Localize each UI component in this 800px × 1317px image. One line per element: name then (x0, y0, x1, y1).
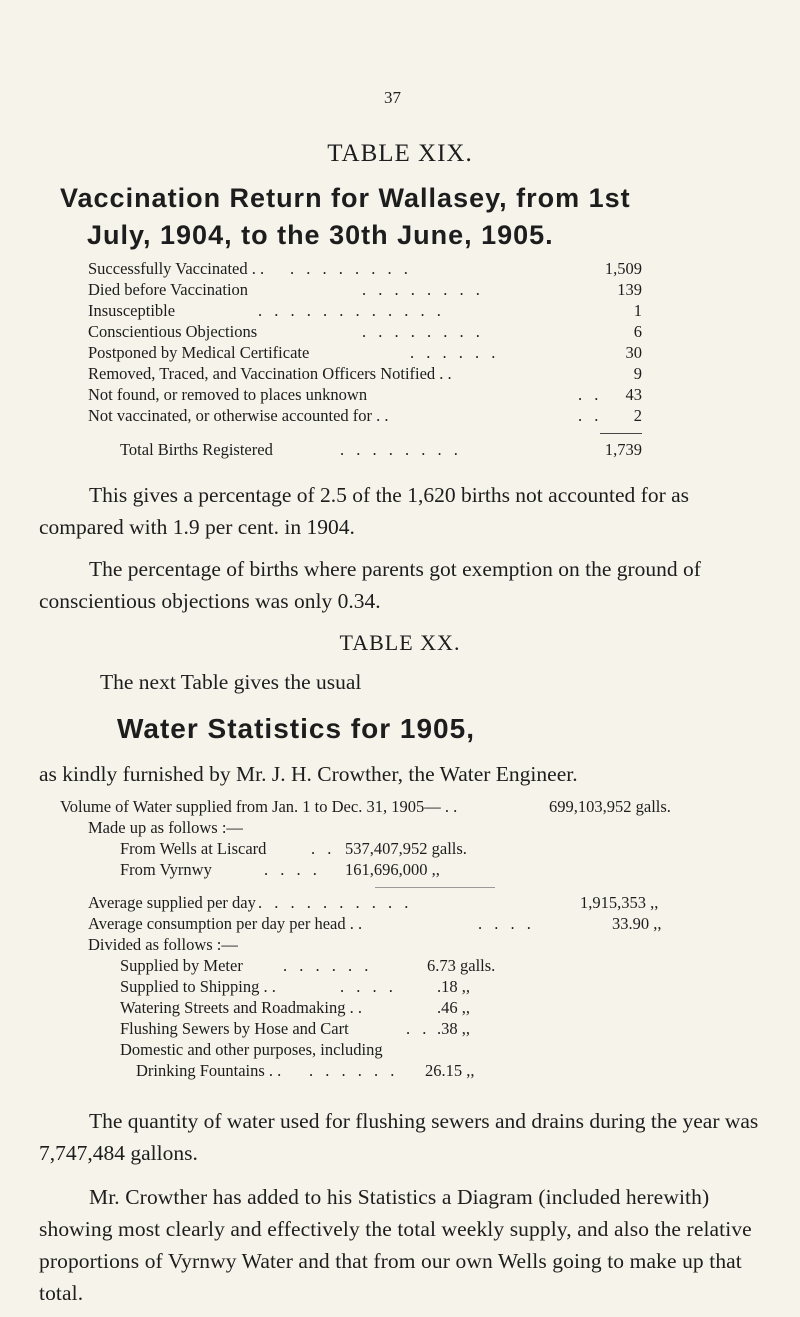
avg-consumption-value: 33.90 ,, (612, 914, 662, 933)
vaccination-heading-line1: Vaccination Return for Wallasey, from 1st (60, 183, 631, 213)
leader-dots: . . . . . . (309, 1061, 399, 1080)
table-xx-title: TABLE XX. (339, 630, 461, 655)
vaccination-row-value: 9 (633, 364, 642, 383)
use-label: Watering Streets and Roadmaking . . (120, 998, 362, 1017)
paragraph-flushing: The quantity of water used for flushing sewers and drains during the year was 7,747,484 gallons. (39, 1109, 759, 1165)
use-label: Flushing Sewers by Hose and Cart (120, 1019, 349, 1038)
avg-supplied-value: 1,915,353 ,, (580, 893, 659, 912)
vaccination-row-label: Conscientious Objections (88, 322, 258, 341)
table-xix-title: TABLE XIX. (327, 140, 473, 167)
avg-consumption-label: Average consumption per day per head . . (88, 914, 363, 933)
vaccination-row-value: 6 (633, 322, 642, 341)
vaccination-row-value: 139 (617, 280, 642, 299)
volume-label: Volume of Water supplied from Jan. 1 to Dec. 31, 1905— . . (60, 797, 458, 816)
leader-dots: . . . . . . (410, 343, 500, 362)
leader-dots: . . . . . . . . (362, 280, 484, 299)
use-value: .46 ,, (437, 998, 470, 1017)
paragraph-exemption: The percentage of births where parents got exemption on the ground of conscientious objections was only 0.34. (39, 557, 701, 613)
leader-dots: . . (578, 406, 603, 425)
source-value: 161,696,000 ,, (345, 860, 440, 879)
page-number: 37 (384, 88, 401, 107)
use-value: 6.73 galls. (427, 956, 496, 975)
leader-dots: . . (406, 1019, 431, 1038)
vaccination-row-label: Died before Vaccination (88, 280, 249, 299)
leader-dots: . . . . . . (283, 956, 373, 975)
avg-supplied-label: Average supplied per day (88, 893, 256, 912)
vaccination-row-value: 2 (633, 406, 642, 425)
paragraph-percentage: This gives a percentage of 2.5 of the 1,620 births not accounted for as compared with 1.9 per cent. in 1904. (39, 483, 690, 539)
use-label: Supplied by Meter (120, 956, 243, 975)
leader-dots: . . . . . . . . (362, 322, 484, 341)
use-value: .18 ,, (437, 977, 470, 996)
vaccination-row-label: Postponed by Medical Certificate (88, 343, 310, 362)
leader-dots: . . . . . . . . (340, 440, 462, 459)
vaccination-row-value: 30 (625, 343, 642, 362)
vaccination-row-label: Successfully Vaccinated . . (88, 259, 265, 278)
leader-dots: . . . . . . . . . . (258, 893, 413, 912)
source-label: From Wells at Liscard (120, 839, 267, 858)
vaccination-heading-line2: July, 1904, to the 30th June, 1905. (87, 220, 554, 250)
vaccination-row-label: Not found, or removed to places unknown (88, 385, 368, 404)
leader-dots: . . . . . . . . . . . . (258, 301, 445, 320)
table-xx-intro: The next Table gives the usual (100, 670, 362, 694)
sources-rule (375, 887, 495, 888)
vaccination-row-label: Insusceptible (88, 301, 176, 320)
use-value: 26.15 ,, (425, 1061, 475, 1080)
furnished-by-line: as kindly furnished by Mr. J. H. Crowther, the Water Engineer. (39, 762, 578, 786)
use-value: .38 ,, (437, 1019, 470, 1038)
leader-dots: . . . . (340, 977, 397, 996)
vaccination-row-label: Not vaccinated, or otherwise accounted for . . (88, 406, 389, 425)
vaccination-row-label: Removed, Traced, and Vaccination Officers Notified . . (88, 364, 452, 383)
divided-label: Divided as follows :— (88, 935, 238, 954)
use-label: Drinking Fountains . . (136, 1061, 282, 1080)
use-label: Domestic and other purposes, including (120, 1040, 383, 1059)
leader-dots: . . . . (264, 860, 321, 879)
vaccination-row-value: 1 (633, 301, 642, 320)
use-label: Supplied to Shipping . . (120, 977, 276, 996)
total-rule (600, 433, 642, 434)
leader-dots: . . (578, 385, 603, 404)
leader-dots: . . . . (478, 914, 535, 933)
total-births-value: 1,739 (604, 440, 642, 459)
made-up-label: Made up as follows :— (88, 818, 243, 837)
leader-dots: . . (311, 839, 336, 858)
paragraph-diagram: Mr. Crowther has added to his Statistics a Diagram (included herewith) showing most clearly and effectively the total weekly supply, and also the relative proportions of Vyrnwy Water and that from our own Wells going to make up that total. (39, 1185, 752, 1305)
volume-value: 699,103,952 galls. (549, 797, 671, 816)
vaccination-row-value: 43 (625, 385, 642, 404)
total-births-label: Total Births Registered (120, 440, 273, 459)
source-label: From Vyrnwy (120, 860, 212, 879)
leader-dots: . . . . . . . . (290, 259, 412, 278)
source-value: 537,407,952 galls. (345, 839, 467, 858)
vaccination-row-value: 1,509 (604, 259, 642, 278)
water-statistics-heading: Water Statistics for 1905, (117, 713, 475, 744)
